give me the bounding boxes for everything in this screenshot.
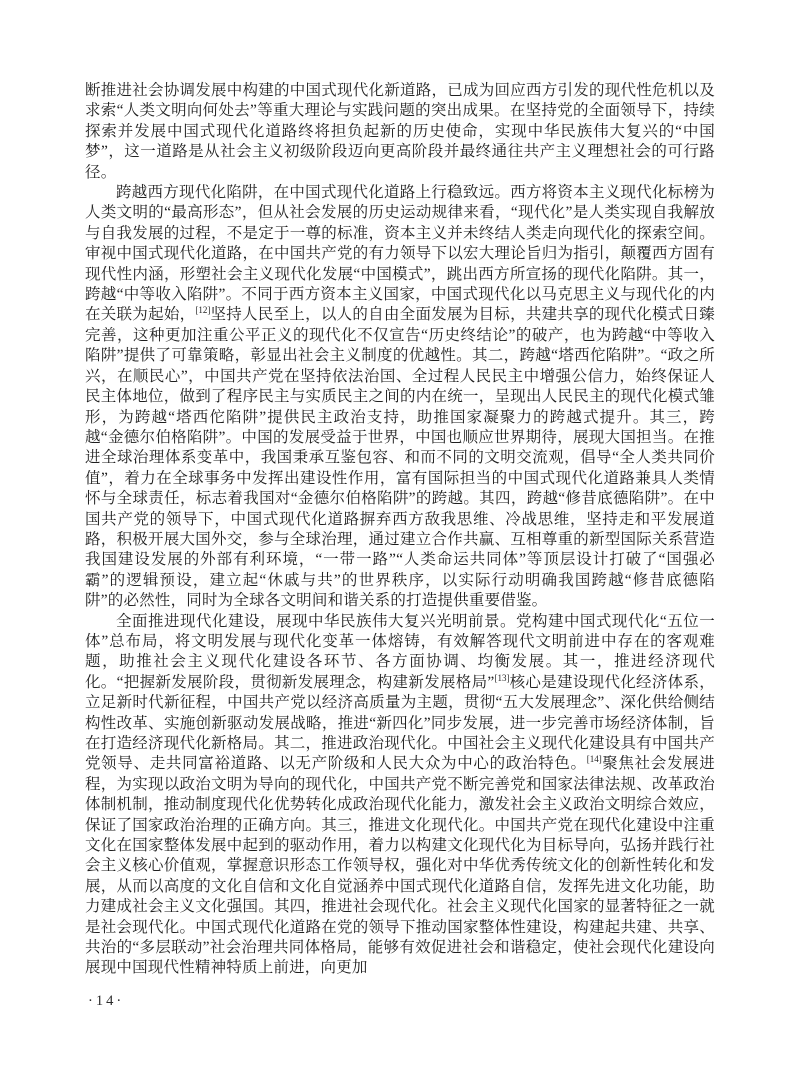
body-text-run: 坚持人民至上，以人的自由全面发展为目标，共建共享的现代化模式日臻完善，这种更加注重公平正义的现代化不仅宣告“历史终结论”的破产，也为跨越“中等收入陷阱”提供了可靠策略，彰显出社会主义制度的优越性。其二，跨越“塔西佗陷阱”。“政之所兴，在顺民心”，中国共产党在坚持依法治国、全过程人民民主中增强公信力，始终保证人民主体地位，做到了程序民主与实质民主之间的内在统一，呈现出人民民主的现代化模式雏形，为跨越“塔西佗陷阱”提供民主政治支持，助推国家凝聚力的跨越式提升。其三，跨越“金德尔伯格陷阱”。中国的发展受益于世界，中国也顺应世界期待，展现大国担当。在推进全球治理体系变革中，我国秉承互鉴包容、和而不同的文明交流观，倡导“全人类共同价值”，着力在全球事务中发挥出建设性作用，富有国际担当的中国式现代化道路兼具人类情怀与全球责任，标志着我国对“金德尔伯格陷阱”的跨越。其四，跨越“修昔底德陷阱”。在中国共产党的领导下，中国式现代化道路摒弃西方敌我思维、冷战思维，坚持走和平发展道路，积极开展大国外交，参与全球治理，通过建立合作共赢、互相尊重的新型国际关系营造我国建设发展的外部有利环境，“一带一路”“人类命运共同体”等顶层设计打破了“国强必霸”的逻辑预设，建立起“休戚与共”的世界秩序，以实际行动明确我国跨越“修昔底德陷阱”的必然性，同时为全球各文明间和谐关系的打造提供重要借鉴。	[85, 306, 715, 610]
body-text-run: 全面推进现代化建设，展现中华民族伟大复兴光明前景。党构建中国式现代化“五位一体”总布局，将文明发展与现代化变革一体熔铸，有效解答现代文明前进中存在的客观难题，助推社会主义现代化建设各环节、各方面协调、均衡发展。其一，推进经济现代化。“把握新发展阶段，贯彻新发展理念，构建新发展格局”	[85, 612, 715, 691]
page-number: ·14·	[88, 993, 125, 1009]
body-text-run: 断推进社会协调发展中构建的中国式现代化新道路，已成为回应西方引发的现代性危机以及求索“人类文明向何处去”等重大理论与实践问题的突出成果。在坚持党的全面领导下，持续探索并发展中国式现代化道路终将担负起新的历史使命，实现中华民族伟大复兴的“中国梦”，这一道路是从社会主义初级阶段迈向更高阶段并最终通往共产主义理想社会的可行路径。	[85, 82, 715, 181]
footnote-ref: [13]	[494, 672, 510, 683]
paragraph-3	[85, 612, 715, 979]
footnote-ref: [12]	[195, 305, 211, 316]
paragraph-1	[85, 81, 715, 183]
footnote-ref: [14]	[586, 754, 602, 765]
document-body	[85, 81, 715, 979]
body-text-run: 核心是建设现代化经济体系，立足新时代新征程，中国共产党以经济高质量为主题，贯彻“五大发展理念”、深化供给侧结构性改革、实施创新驱动发展战略，推进“新四化”同步发展，进一步完善市场经济体制，旨在打造经济现代化新格局。其二，推进政治现代化。中国社会主义现代化建设具有中国共产党领导、走共同富裕道路、以无产阶级和人民大众为中心的政治特色。	[85, 673, 715, 773]
body-text-run: 聚焦社会发展进程，为实现以政治文明为导向的现代化，中国共产党不断完善党和国家法律法规、改革政治体制机制，推动制度现代化优势转化成政治现代化能力，激发社会主义政治文明综合效应，保证了国家政治治理的正确方向。其三，推进文化现代化。中国共产党在现代化建设中注重文化在国家整体发展中起到的驱动作用，着力以构建文化现代化为目标导向，弘扬并践行社会主义核心价值观，掌握意识形态工作领导权，强化对中华优秀传统文化的创新性转化和发展，从而以高度的文化自信和文化自觉涵养中国式现代化道路自信，发挥先进文化功能，助力建成社会主义文化强国。其四，推进社会现代化。社会主义现代化国家的显著特征之一就是社会现代化。中国式现代化道路在党的领导下推动国家整体性建设，构建起共建、共享、共治的“多层联动”社会治理共同体格局，能够有效促进社会和谐稳定，使社会现代化建设向展现中国现代性精神特质上前进，向更加	[85, 755, 716, 977]
paragraph-2	[85, 183, 715, 612]
body-text-run: 跨越西方现代化陷阱，在中国式现代化道路上行稳致远。西方将资本主义现代化标榜为人类文明的“最高形态”，但从社会发展的历史运动规律来看，“现代化”是人类实现自我解放与自我发展的过程，不是定于一尊的标准，资本主义并未终结人类走向现代化的探索空间。审视中国式现代化道路，在中国共产党的有力领导下以宏大理论旨归为指引，颠覆西方固有现代性内涵，形塑社会主义现代化发展“中国模式”，跳出西方所宣扬的现代化陷阱。其一，跨越“中等收入陷阱”。不同于西方资本主义国家，中国式现代化以马克思主义与现代化的内在关联为起始，	[85, 184, 715, 324]
